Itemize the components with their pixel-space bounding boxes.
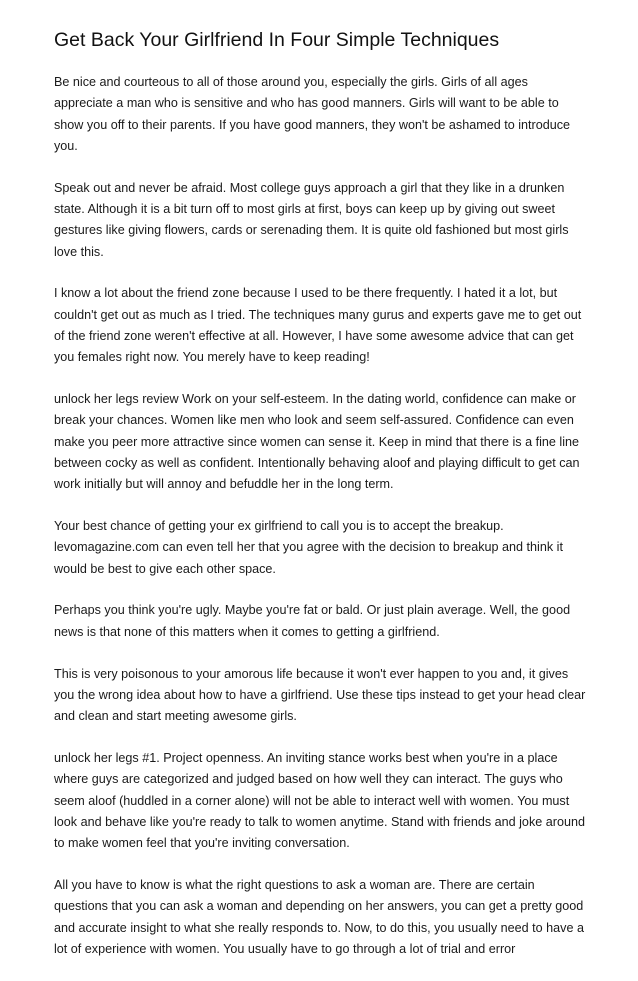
document-title: Get Back Your Girlfriend In Four Simple Techniques — [54, 29, 500, 51]
paragraph-1: Be nice and courteous to all of those around you, especially the girls. Girls of all ages appreciate a man who is sensitive and who has good manners. Girls will want to be able to show you off to their parents. If you have good manners, they won't be ashamed to introduce you. — [54, 75, 571, 153]
paragraph-4: unlock her legs review Work on your self-esteem. In the dating world, confidence can make or break your chances. Women like men who look and seem self-assured. Confidence can even make you peer more attractive since women can sense it. Keep in mind that there is a fine line between cocky as well as confident. Intentionally behaving aloof and playing difficult to get can work initially but will annoy and befuddle her in the long term. — [54, 392, 580, 492]
paragraph-5: Your best chance of getting your ex girlfriend to call you is to accept the breakup. levomagazine.com can even tell her that you agree with the decision to breakup and think it would be best to give each other space. — [54, 519, 563, 576]
document-page — [54, 28, 588, 981]
paragraph-8: unlock her legs #1. Project openness. An inviting stance works best when you're in a place where guys are categorized and judged based on how well they can interact. The guys who seem aloof (huddled in a corner alone) will not be able to interact well with women. You must look and behave like you're ready to talk to women anytime. Stand with friends and joke around to make women feel that you're inviting conversation. — [54, 750, 585, 851]
paragraph-2: Speak out and never be afraid. Most college guys approach a girl that they like in a drunken state. Although it is a bit turn off to most girls at first, boys can keep up by giving out sweet gestures like giving flowers, cards or serenading them. It is quite old fashioned but most girls love this. — [54, 180, 569, 259]
paragraph-3: I know a lot about the friend zone because I used to be there frequently. I hated it a lot, but couldn't get out as much as I tried. The techniques many gurus and experts gave me to get out of the friend zone weren't effective at all. However, I have some awesome advice that can get you females right now. You merely have to keep reading! — [54, 286, 582, 365]
paragraph-6: Perhaps you think you're ugly. Maybe you're fat or bald. Or just plain average. Well, the good news is that none of this matters when it comes to getting a girlfriend. — [54, 603, 571, 639]
paragraph-9: All you have to know is what the right questions to ask a woman are. There are certain questions that you can ask a woman and depending on her answers, you can get a pretty good and accurate insight to what she really responds to. Now, to do this, you usually need to have a lot of experience with women. You usually have to go through a lot of trial and error — [54, 877, 584, 956]
paragraph-7: This is very poisonous to your amorous life because it won't ever happen to you and, it gives you the wrong idea about how to have a girlfriend. Use these tips instead to get your head clear and clean and start meeting awesome girls. — [54, 666, 586, 724]
